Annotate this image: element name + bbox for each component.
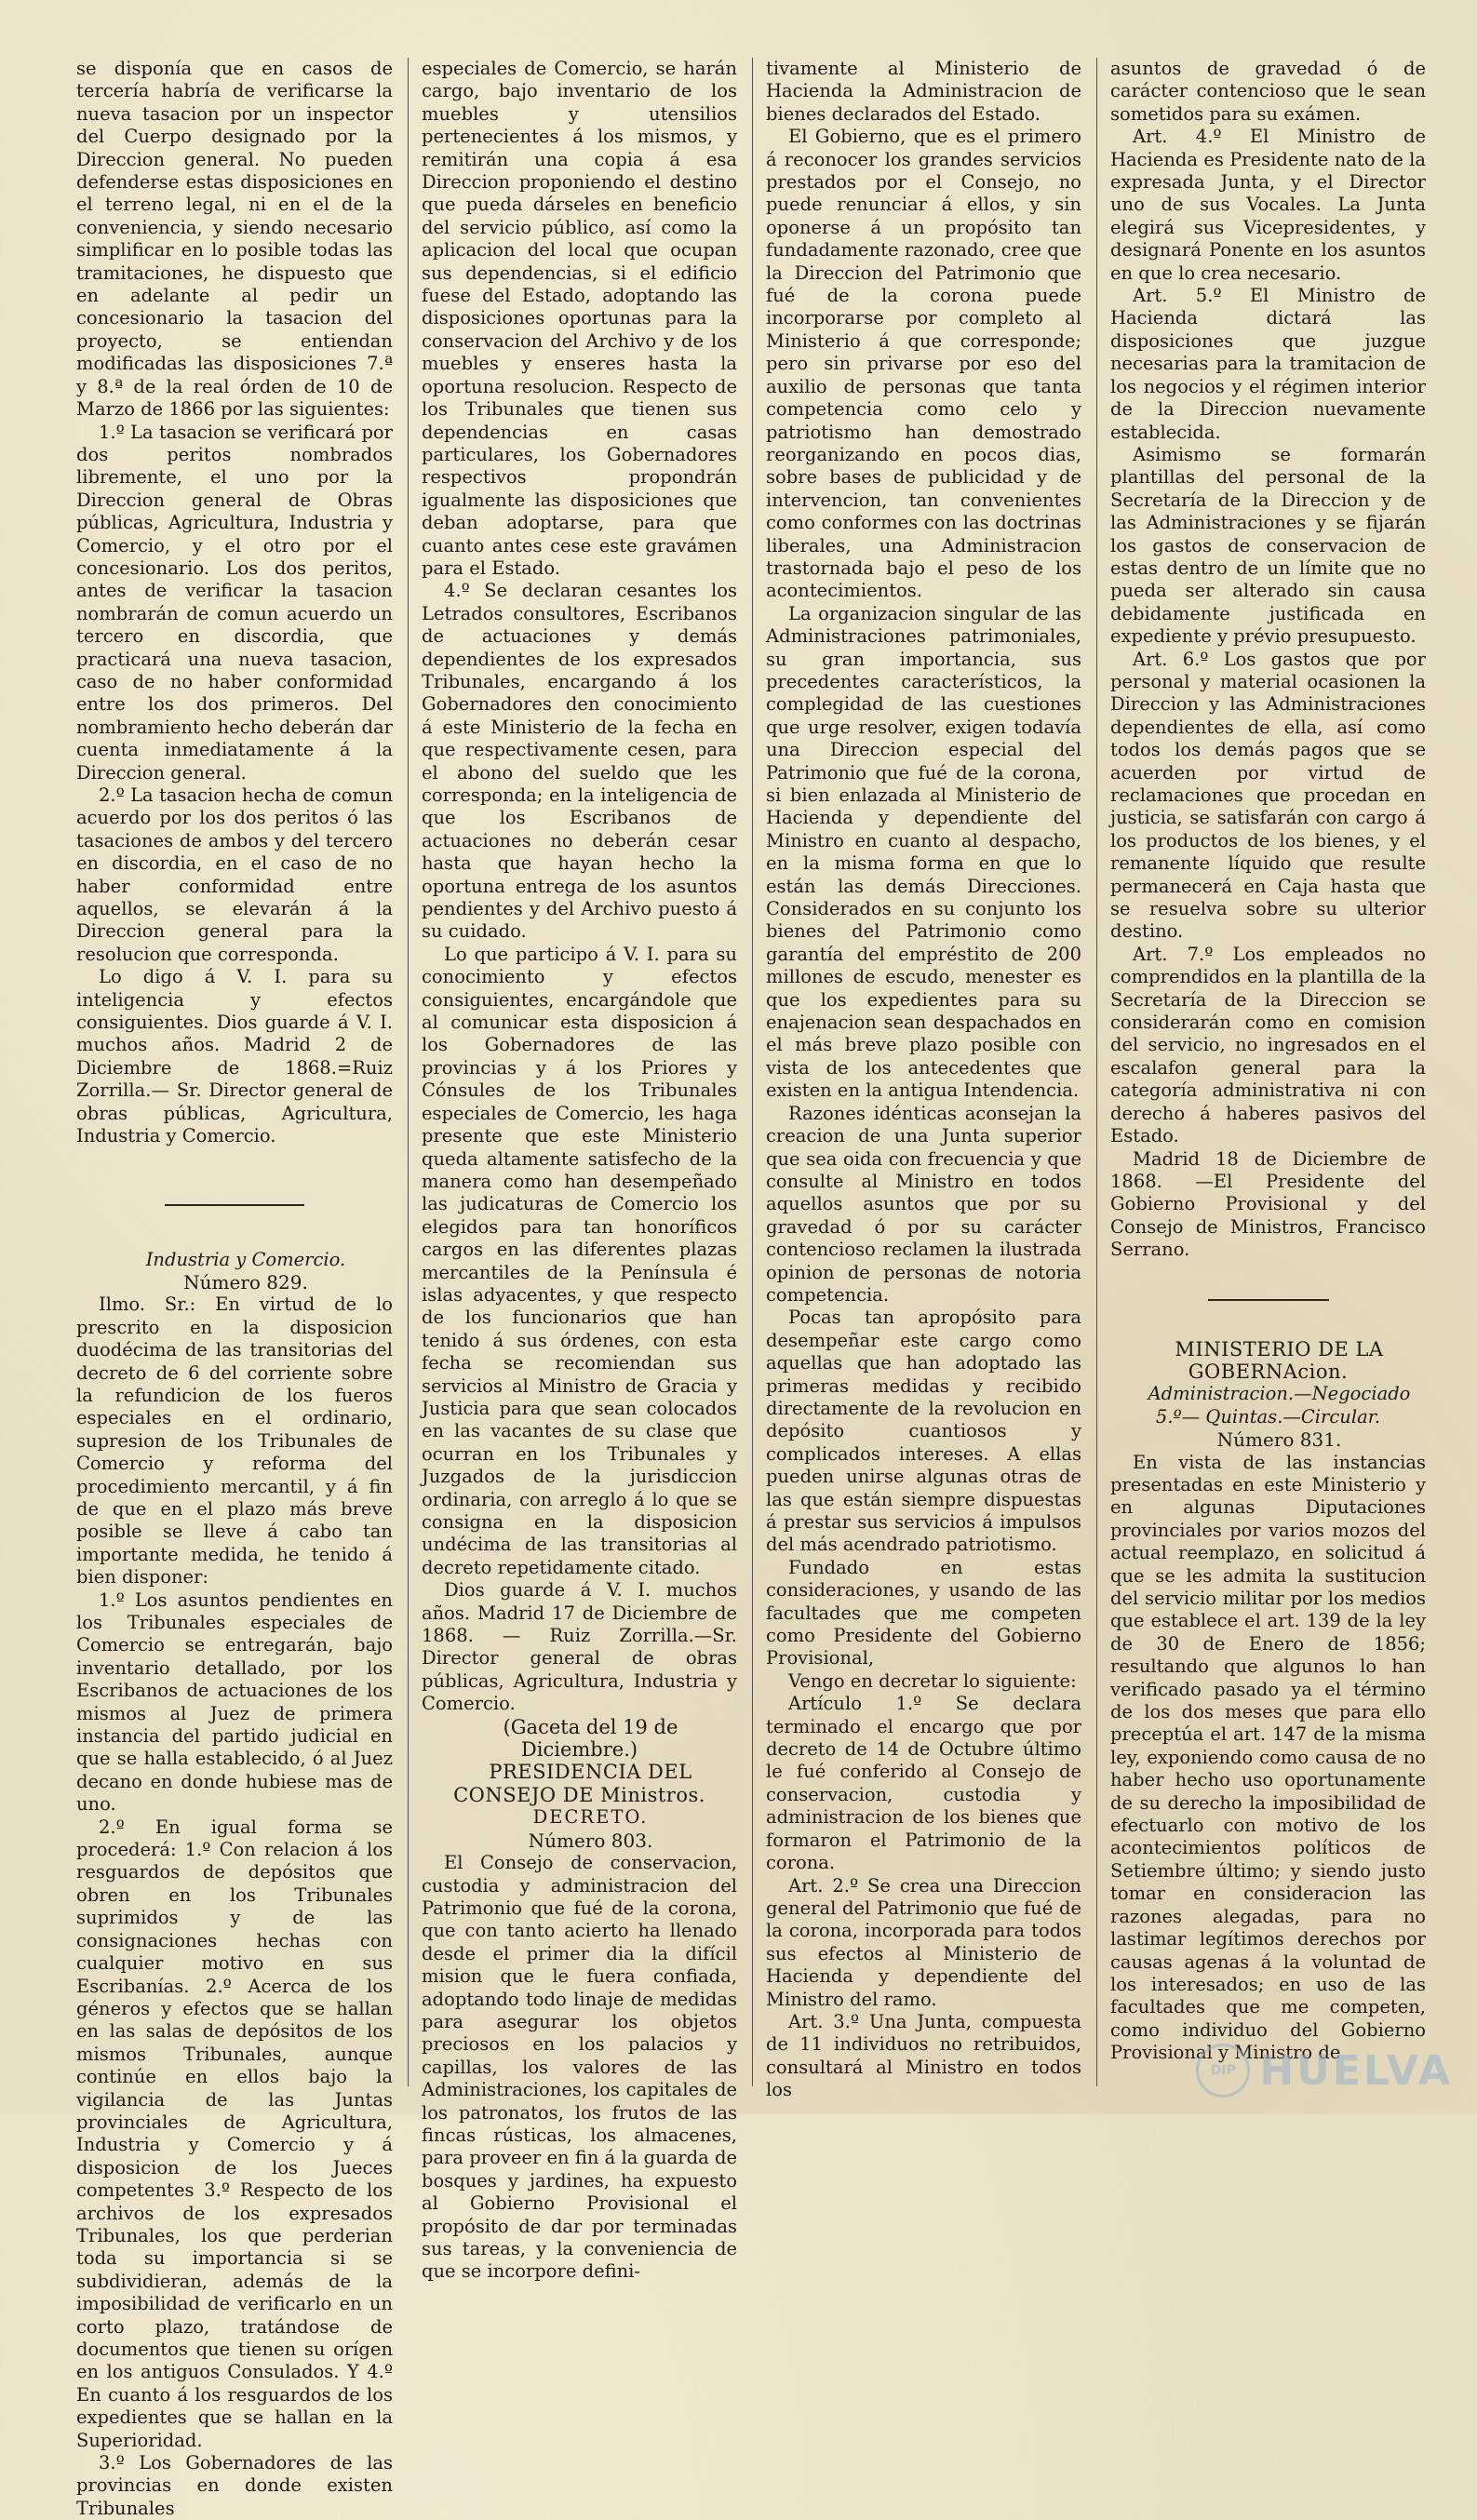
paragraph: 4.º Se declaran cesantes los Letrados consultores, Escribanos de actuaciones y demás dependientes de los expresados Tribunales, encargando á los Gobernadores den conocimiento á este Ministerio de la fecha en que respectivamente cesen, para el abono del sueldo que les corresponda; en la inteligencia de que los Escribanos de actuaciones no deberán cesar hasta que hayan hecho la oportuna entrega de los asuntos pendientes y del Archivo puesto á su cuidado. <box>422 580 737 943</box>
paragraph: especiales de Comercio, se harán cargo, bajo inventario de los muebles y utensilios pertenecientes á los mismos, y remitirán una copia á esa Direccion proponiendo el destino que pueda dárseles en beneficio del servicio público, así como la aplicacion del local que ocupan sus dependencias, si el edificio fuese del Estado, adoptando las disposiciones oportunas para la conservacion del Archivo y de los muebles y enseres hasta la oportuna resolucion. Respecto de los Tribunales que tienen sus dependencias en casas particulares, los Gobernadores respectivos propondrán igualmente las disposiciones que deban adoptarse, para que cuanto antes cese este gravámen para el Estado. <box>422 58 737 579</box>
paragraph: Vengo en decretar lo siguiente: <box>788 1669 1077 1692</box>
ministry-title: PRESIDENCIA DEL CONSEJO DE Ministros. <box>453 1761 705 1806</box>
watermark-text: HUELVA <box>1259 2046 1453 2095</box>
column-2 <box>408 58 752 2283</box>
column-4 <box>1096 58 1441 2086</box>
paragraph: asuntos de gravedad ó de carácter contencioso que le sean sometidos para su exámen. <box>1110 58 1426 125</box>
paragraph: Pocas tan apropósito para desempeñar este cargo como aquellas que han adoptado las primeras medidas y recibido directamente de la revolucion en depósito cuantiosos y complicados intereses. A ellas pueden unirse algunas otras de las que están siempre dispuestas á prestar sus servicios á impulsos del más acendrado patriotismo. <box>766 1307 1081 1556</box>
paragraph: Fundado en estas consideraciones, y usando de las facultades que me competen como Presidente del Gobierno Provisional, <box>766 1556 1081 1669</box>
paragraph: En vista de las instancias presentadas en este Ministerio y en algunas Diputaciones provinciales por varios mozos del actual reemplazo, en solicitud á que se les admita la sustitucion del servicio militar por los medios que establece el art. 139 de la ley de 30 de Enero de 1856; resultando que algunos lo han verificado pasado ya el término de los dos meses que para ello preceptúa el art. 147 de la misma ley, exponiendo como causa de no haber hecho uso oportunamente de su derecho la imposibilidad de efectuarlo con motivo de los acontecimientos políticos de Setiembre último; y siendo justo tomar en consideracion las razones alegadas, para no lastimar legítimos derechos por causas agenas á la voluntad de los interesados; en uso de las facultades que me competen, como individuo del Gobierno Provisional y Ministro de <box>1110 1451 1426 2064</box>
gaceta-reference: (Gaceta del 19 de Diciembre.) <box>503 1715 678 1762</box>
paragraph: Madrid 18 de Diciembre de 1868. —El Presidente del Gobierno Provisional y del Consejo de Ministros, Francisco Serrano. <box>1110 1147 1426 1261</box>
paragraph: Asimismo se formarán plantillas del personal de la Secretaría de la Direccion y de las Administraciones y se fijarán los gastos de conservacion de estas dentro de un límite que no pueda ser alterado sin causa debidamente justificada en expediente y prévio presupuesto. <box>1110 443 1426 648</box>
paragraph: Art. 6.º Los gastos que por personal y material ocasionen la Direccion y las Administraciones dependientes de ella, así como todos los demás pagos que se acuerden por virtud de reclamaciones que procedan en justicia, se satisfarán con cargo á los productos de los bienes, y el remanente líquido que resulte permanecerá en Caja hasta que se resuelva sobre su ulterior destino. <box>1110 648 1426 943</box>
section-divider <box>165 1204 304 1206</box>
newspaper-page <box>63 58 1441 2519</box>
paragraph: Razones idénticas aconsejan la creacion de una Junta superior que sea oida con frecuencia y que consulte al Ministro en todos aquellos asuntos que por su gravedad ó por su carácter contencioso reclamen la ilustrada opinion de personas de notoria competencia. <box>766 1102 1081 1306</box>
item-number: Número 831. <box>1216 1428 1342 1452</box>
paragraph: Lo digo á V. I. para su inteligencia y efectos consiguientes. Dios guarde á V. I. muchos años. Madrid 2 de Diciembre de 1868.=Ruiz Zorrilla.— Sr. Director general de obras públicas, Agricultura, Industria y Comercio. <box>76 966 393 1147</box>
huelva-watermark <box>1196 2044 1453 2098</box>
paragraph: El Gobierno, que es el primero á reconocer los grandes servicios prestados por el Consejo, no puede renunciar á ellos, y sin oponerse á un propósito tan fundadamente razonado, cree que la Direccion del Patrimonio que fué de la corona puede incorporarse por completo al Ministerio á que corresponde; pero sin privarse por eso del auxilio de personas que tanta competencia como celo y patriotismo han demostrado reorganizando en pocos dias, sobre bases de publicidad y de intervencion, tan convenientes como conformes con las doctrinas liberales, una Administracion trastornada bajo el peso de los acontecimientos. <box>766 126 1081 602</box>
paragraph: Art. 7.º Los empleados no comprendidos en la plantilla de la Secretaría de la Direccion se considerarán como en comision del servicio, no ingresados en el escalafon general para la categoría administrativa ni con derecho á haberes pasivos del Estado. <box>1110 943 1426 1147</box>
paragraph: Artículo 1.º Se declara terminado el encargo que por decreto de 14 de Octubre último le fué conferido al Consejo de conservacion, custodia y administracion de los bienes que formaron el Patrimonio de la corona. <box>766 1693 1081 1874</box>
paragraph: El Consejo de conservacion, custodia y administracion del Patrimonio que fué de la corona, que con tanto acierto ha llenado desde el primer dia la difícil mision que le fuera confiada, adoptando todo linaje de medidas para asegurar los objetos preciosos en los palacios y capillas, los valores de las Administraciones, los capitales de los patronatos, los frutos de las fincas rústicas, los almacenes, para proveer en fin á la guarda de bosques y jardines, ha expuesto al Gobierno Provisional el propósito de dar por terminadas sus tareas, y la conveniencia de que se incorpore defini- <box>422 1852 737 2283</box>
paragraph: 3.º Los Gobernadores de las provincias en donde existen Tribunales <box>76 2452 393 2519</box>
item-number: Número 829. <box>183 1270 308 1294</box>
paragraph: Art. 2.º Se crea una Direccion general del Patrimonio que fué de la corona, incorporada para todos sus efectos al Ministerio de Hacienda y dependiente del Ministro del ramo. <box>766 1874 1081 2010</box>
ministry-title: MINISTERIO DE LA GOBERNAcion. <box>1175 1337 1384 1383</box>
paragraph: Ilmo. Sr.: En virtud de lo prescrito en la disposicion duodécima de las transitorias del decreto de 6 del corriente sobre la refundicion de los fueros especiales en el ordinario, supresion de los Tribunales de Comercio y reforma del procedimiento mercantil, y á fin de que en el plazo más breve posible se lleve á cabo tan importante medida, he tenido á bien disponer: <box>76 1294 393 1588</box>
paragraph: 1.º La tasacion se verificará por dos peritos nombrados libremente, el uno por la Direccion general de Obras públicas, Agricultura, Industria y Comercio, y el otro por el concesionario. Los dos peritos, antes de verificar la tasacion nombrarán de comun acuerdo un tercero en discordia, que practicará una nueva tasacion, caso de no haber conformidad entre los dos primeros. Del nombramiento hecho deberán dar cuenta inmediatamente á la Direccion general. <box>76 421 393 784</box>
paragraph: Art. 5.º El Ministro de Hacienda dictará las disposiciones que juzgue necesarias para la tramitacion de los negocios y el régimen interior de la Direccion nuevamente establecida. <box>1110 285 1426 443</box>
column-3 <box>752 58 1096 2101</box>
paragraph: Dios guarde á V. I. muchos años. Madrid 17 de Diciembre de 1868. — Ruiz Zorrilla.—Sr. Director general de obras públicas, Agricultura, Industria y Comercio. <box>422 1579 737 1715</box>
section-heading: Administracion.—Negociado 5.º— Quintas.—Circular. <box>1148 1383 1411 1428</box>
seal-icon: DIP <box>1196 2044 1250 2098</box>
paragraph: 1.º Los asuntos pendientes en los Tribunales especiales de Comercio se entregarán, bajo inventario detallado, por los Escribanos de actuaciones de los mismos al Juez de primera instancia del partido judicial en que se halla establecido, ó al Juez decano en donde hubiese mas de uno. <box>76 1588 393 1816</box>
paragraph: 2.º La tasacion hecha de comun acuerdo por los dos peritos ó las tasaciones de ambos y del tercero en discordia, en el caso de no haber conformidad entre aquellos, se elevarán á la Direccion general para la resolucion que corresponda. <box>76 784 393 965</box>
item-number: Número 803. <box>528 1829 653 1852</box>
paragraph: La organizacion singular de las Administraciones patrimoniales, su gran importancia, sus precedentes característicos, la complegidad de las cuestiones que urge resolver, exigen todavía una Direccion especial del Patrimonio que fué de la corona, si bien enlazada al Ministerio de Hacienda y dependiente del Ministro en cuanto al despacho, en la misma forma en que lo están las demás Direcciones. Considerados en su conjunto los bienes del Patrimonio como garantía del empréstito de 200 millones de escudo, menester es que los expedientes para su enajenacion sean despachados en el más breve plazo posible con vista de los antecedentes que existen en la antigua Intendencia. <box>766 602 1081 1102</box>
decree-label: DECRETO. <box>532 1806 649 1829</box>
column-1 <box>63 58 408 2519</box>
paragraph: Art. 3.º Una Junta, compuesta de 11 individuos no retribuidos, consultará al Ministro en todos los <box>766 2010 1081 2101</box>
paragraph: Lo que participo á V. I. para su conocimiento y efectos consiguientes, encargándole que al comunicar esta disposicion á los Gobernadores de las provincias y á los Priores y Cónsules de los Tribunales especiales de Comercio, les haga presente que este Ministerio queda altamente satisfecho de la manera como han desempeñado las judicaturas de Comercio los elegidos para tan honoríficos cargos en las diferentes plazas mercantiles de la Península é islas adyacentes, y que respecto de los funcionarios que han tenido á sus órdenes, con esta fecha se recomiendan sus servicios al Ministro de Gracia y Justicia para que sean colocados en las vacantes de su clase que ocurran en los Tribunales y Juzgados de la jurisdiccion ordinaria, con arreglo á lo que se consigna en la disposicion undécima de las transitorias al decreto repetidamente citado. <box>422 943 737 1578</box>
paragraph: tivamente al Ministerio de Hacienda la Administracion de bienes declarados del Estado. <box>766 58 1081 125</box>
section-heading: Industria y Comercio. <box>145 1248 346 1270</box>
section-divider <box>1208 1299 1329 1301</box>
paragraph: se disponía que en casos de tercería habría de verificarse la nueva tasacion por un inspector del Cuerpo designado por la Direccion general. No pueden defenderse estas disposiciones en el terreno legal, ni en el de la conveniencia, y siendo necesario simplificar en lo posible todas las tramitaciones, he dispuesto que en adelante al pedir un concesionario la tasacion del proyecto, se entiendan modificadas las disposiciones 7.ª y 8.ª de la real órden de 10 de Marzo de 1866 por las siguientes: <box>76 58 393 421</box>
paragraph: 2.º En igual forma se procederá: 1.º Con relacion á los resguardos de depósitos que obren en los Tribunales suprimidos y de las consignaciones hechas con cualquier motivo en sus Escribanías. 2.º Acerca de los géneros y efectos que se hallan en las salas de depósitos de los mismos Tribunales, aunque continúe en ellos bajo la vigilancia de las Juntas provinciales de Agricultura, Industria y Comercio y á disposicion de los Jueces competentes 3.º Respecto de los archivos de los expresados Tribunales, los que perderian toda su importancia si se subdividieran, además de la imposibilidad de verificarlo en un corto plazo, tratándose de documentos que tienen su orígen en los antiguos Consulados. Y 4.º En cuanto á los resguardos de los expedientes que se hallan en la Superioridad. <box>76 1816 393 2451</box>
paragraph: Art. 4.º El Ministro de Hacienda es Presidente nato de la expresada Junta, y el Director uno de sus Vocales. La Junta elegirá sus Vicepresidentes, y designará Ponente en los asuntos en que lo crea necesario. <box>1110 126 1426 284</box>
